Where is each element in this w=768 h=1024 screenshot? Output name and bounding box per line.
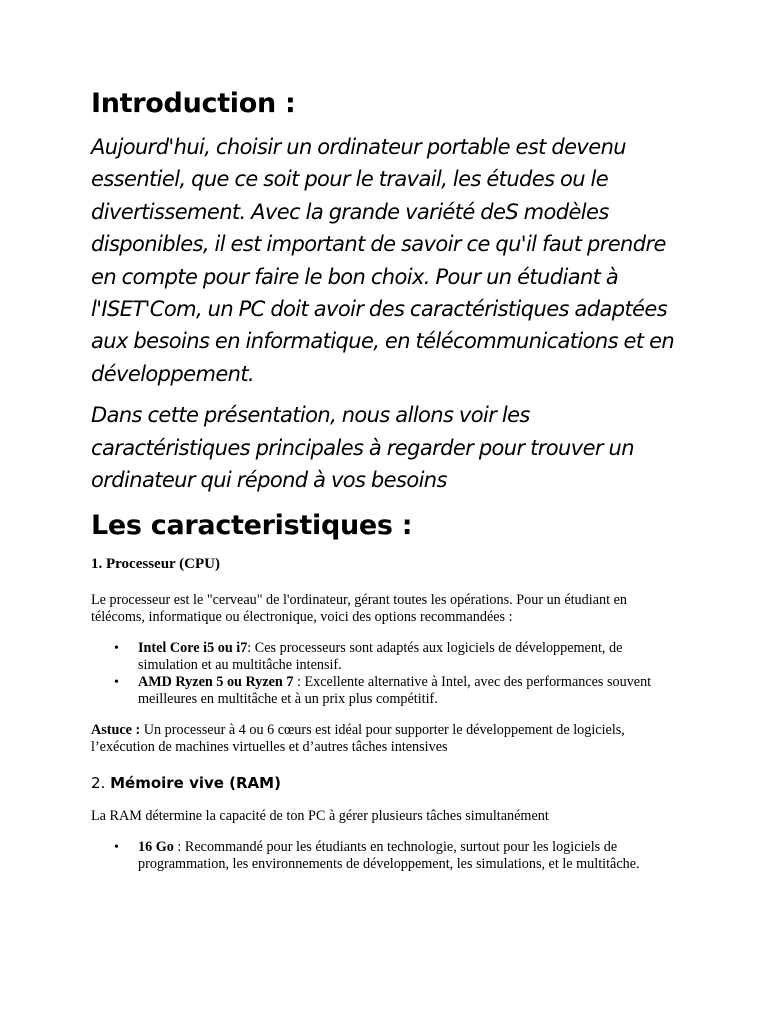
bullet-icon: • xyxy=(114,641,119,657)
document-page xyxy=(91,84,681,887)
option-name: AMD Ryzen 5 ou Ryzen 7 xyxy=(138,674,294,691)
option-text: : Ces processeurs sont adaptés aux logiciels de développement, de simulation et au multitâche intensif. xyxy=(138,640,623,674)
list-item xyxy=(91,839,681,873)
cpu-tip xyxy=(91,722,681,756)
tip-text: Un processeur à 4 ou 6 cœurs est idéal pour supporter le développement de logiciels, l’exécution de machines virtuelles et d’autres tâches intensives xyxy=(91,722,625,756)
cpu-options-list xyxy=(91,640,681,708)
ram-heading xyxy=(91,773,681,793)
list-item xyxy=(91,640,681,674)
bullet-icon: • xyxy=(114,840,119,856)
introduction-heading: Introduction : xyxy=(91,88,296,119)
option-text: : Recommandé pour les étudiants en technologie, surtout pour les logiciels de programmation, les environnements de développement, les simulations, et le multitâche. xyxy=(138,839,640,873)
list-item xyxy=(91,674,681,708)
bullet-icon: • xyxy=(114,675,119,691)
cpu-heading: 1. Processeur (CPU) xyxy=(91,556,220,573)
option-text: : Excellente alternative à Intel, avec des performances souvent meilleures en multitâche et à un prix plus compétitif. xyxy=(138,674,652,708)
caracteristiques-heading: Les caracteristiques : xyxy=(91,510,413,542)
option-name: 16 Go xyxy=(138,839,174,856)
ram-heading-title: Mémoire vive (RAM) xyxy=(110,774,281,793)
introduction-paragraph-1: Aujourd'hui, choisir un ordinateur portable est devenu essentiel, que ce soit pour le travail, les études ou le divertissement. Avec la grande variété deS modèles disponibles, il est important de savoir ce qu'il faut prendre en compte pour faire le bon choix. Pour un étudiant à l'ISET'Com, un PC doit avoir des caractéristiques adaptées aux besoins en informatique, en télécommunications et en développement. xyxy=(91,135,675,386)
introduction-paragraph-2: Dans cette présentation, nous allons voir les caractéristiques principales à regarder pour trouver un ordinateur qui répond à vos besoins xyxy=(91,403,634,493)
option-name: Intel Core i5 ou i7 xyxy=(138,640,248,657)
tip-label: Astuce : xyxy=(91,722,141,739)
ram-description: La RAM détermine la capacité de ton PC à gérer plusieurs tâches simultanément xyxy=(91,808,549,825)
ram-options-list xyxy=(91,839,681,873)
cpu-description: Le processeur est le "cerveau" de l'ordinateur, gérant toutes les opérations. Pour un étudiant en télécoms, informatique ou électronique, voici des options recommandées : xyxy=(91,592,627,626)
ram-heading-number: 2. xyxy=(91,774,106,793)
